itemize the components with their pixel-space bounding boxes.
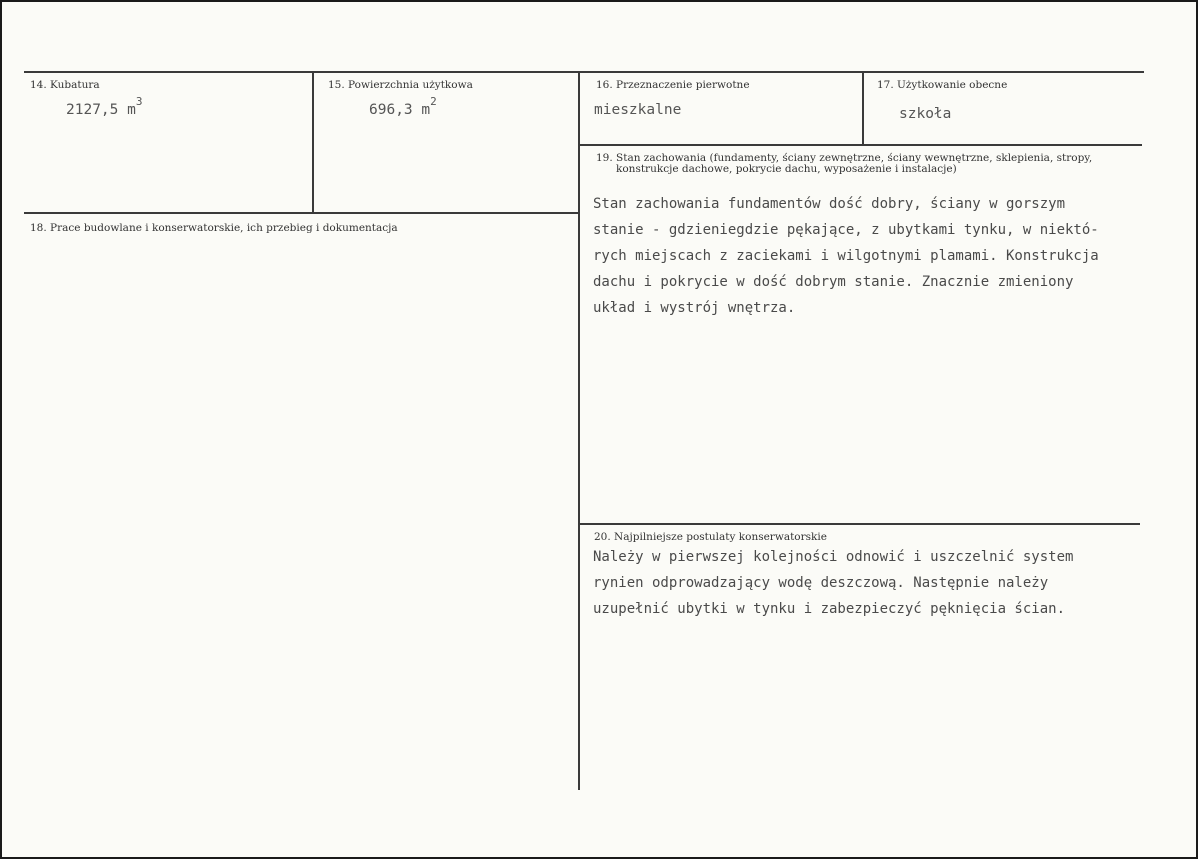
kubatura-exponent: 3 (135, 95, 143, 108)
field-16-label: 16. Przeznaczenie pierwotne (596, 79, 750, 91)
top-rule (24, 71, 1144, 73)
divider-14-15 (312, 72, 314, 212)
field-18-label: 18. Prace budowlane i konserwatorskie, ich przebieg i dokumentacja (30, 222, 398, 234)
rule-above-19 (580, 144, 1142, 146)
field-20-line: uzupełnić ubytki w tynku i zabezpieczyć pęknięcia ścian. (593, 601, 1066, 617)
rule-above-20 (580, 523, 1140, 525)
kubatura-value: 2127,5 m (66, 101, 136, 118)
field-19-line: stanie - gdzieniegdzie pękające, z ubytkami tynku, w niektó- (593, 222, 1099, 238)
field-15-value (369, 95, 437, 118)
field-19-line: rych miejscach z zaciekami i wilgotnymi plamami. Konstrukcja (593, 248, 1099, 264)
field-15-label: 15. Powierzchnia użytkowa (328, 79, 473, 91)
field-16-value: mieszkalne (594, 102, 682, 118)
divider-main (578, 72, 580, 790)
field-20-line: Należy w pierwszej kolejności odnowić i uszczelnić system (593, 549, 1074, 565)
rule-above-18 (24, 212, 579, 214)
field-20-text (593, 544, 1073, 622)
field-14-label: 14. Kubatura (30, 79, 100, 91)
field-19-line: układ i wystrój wnętrza. (593, 300, 796, 316)
field-20-label: 20. Najpilniejsze postulaty konserwatorskie (594, 531, 827, 543)
powierzchnia-exponent: 2 (430, 95, 437, 108)
field-20-line: rynien odprowadzający wodę deszczową. Następnie należy (593, 575, 1049, 591)
field-14-value (66, 95, 143, 118)
field-19-line: dachu i pokrycie w dość dobrym stanie. Znacznie zmieniony (593, 274, 1074, 290)
divider-16-17 (862, 72, 864, 144)
field-19-label-line2: konstrukcje dachowe, pokrycie dachu, wyposażenie i instalacje) (616, 163, 957, 175)
field-17-value: szkoła (899, 106, 952, 122)
powierzchnia-value: 696,3 m (369, 101, 431, 118)
field-19-line: Stan zachowania fundamentów dość dobry, ściany w gorszym (593, 196, 1066, 212)
field-19-text (593, 191, 1099, 321)
field-17-label: 17. Użytkowanie obecne (877, 79, 1008, 91)
field-19-label-line1: 19. Stan zachowania (fundamenty, ściany zewnętrzne, ściany wewnętrzne, sklepienia, stropy, (596, 152, 1093, 164)
